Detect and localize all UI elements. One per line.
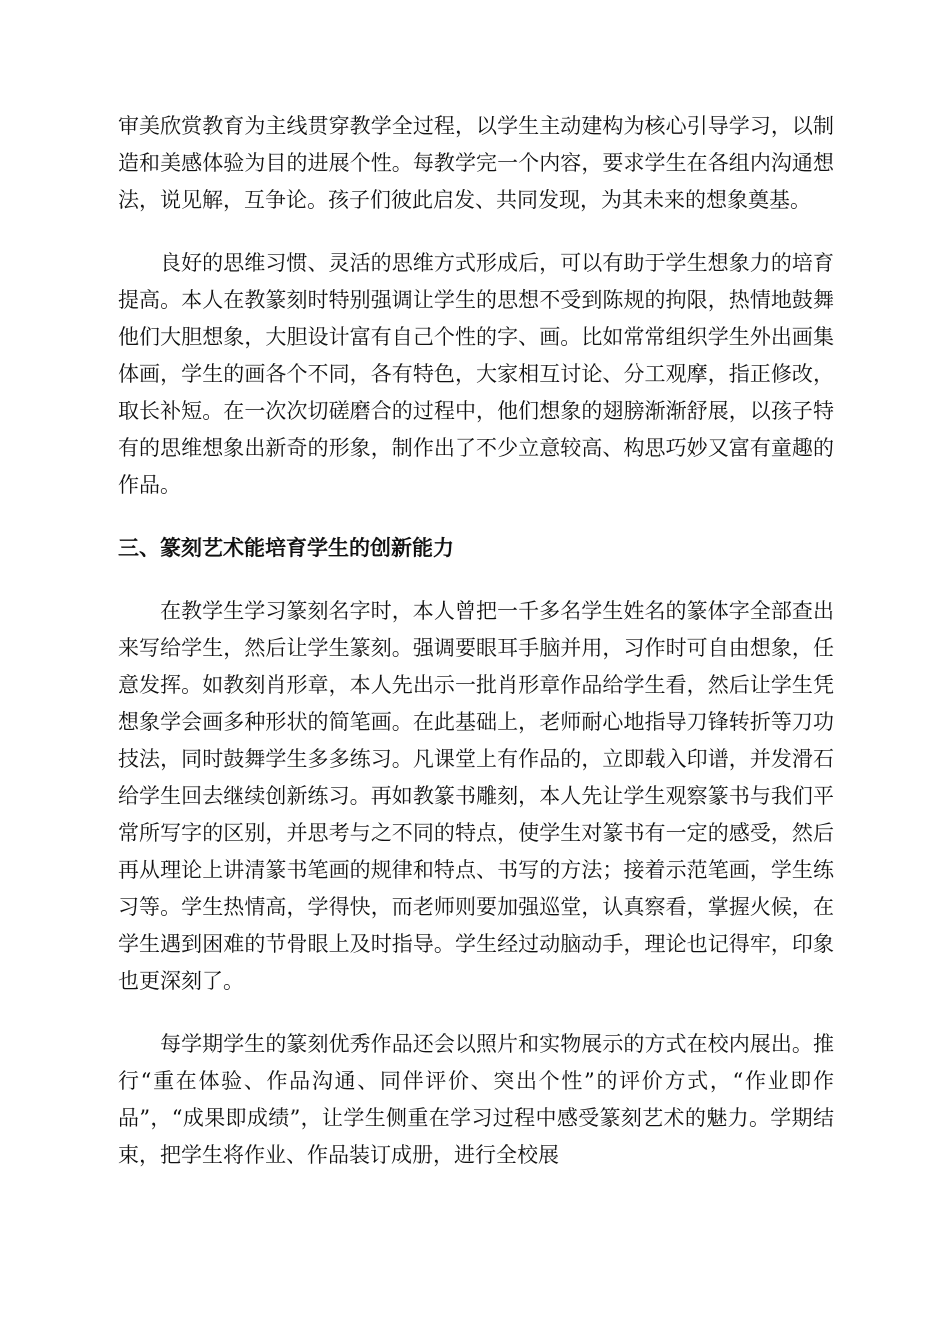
paragraph-spacer [118,567,834,593]
paragraph-works-exhibition: 每学期学生的篆刻优秀作品还会以照片和实物展示的方式在校内展出。推行“重在体验、作品沟通、同伴评价、突出个性”的评价方式，“作业即作品”，“成果即成绩”，让学生侧重在学习过程中感受篆刻艺术的魅力。学期结束，把学生将作业、作品装订成册，进行全校展 [118,1032,834,1167]
paragraph-teaching-seal-names: 在教学生学习篆刻名字时，本人曾把一千多名学生姓名的篆体字全部查出来写给学生，然后让学生篆刻。强调要眼耳手脑并用，习作时可自由想象，任意发挥。如教刻肖形章，本人先出示一批肖形章作品给学生看，然后让学生凭想象学会画多种形状的简笔画。在此基础上，老师耐心地指导刀锋转折等刀功技法，同时鼓舞学生多多练习。凡课堂上有作品的，立即载入印谱，并发滑石给学生回去继续创新练习。再如教篆书雕刻，本人先让学生观察篆书与我们平常所写字的区别，并思考与之不同的特点，使学生对篆书有一定的感受，然后再从理论上讲清篆书笔画的规律和特点、书写的方法；接着示范笔画，学生练习等。学生热情高，学得快，而老师则要加强巡堂，认真察看，掌握火候，在学生遇到困难的节骨眼上及时指导。学生经过动脑动手，理论也记得牢，印象也更深刻了。 [118,599,834,993]
section-heading-three: 三、篆刻艺术能培育学生的创新能力 [118,536,454,560]
paragraph-spacer [118,504,834,530]
document-page [118,108,834,1174]
paragraph-spacer [118,219,834,245]
paragraph-thinking-habits: 良好的思维习惯、灵活的思维方式形成后，可以有助于学生想象力的培育提高。本人在教篆刻时特别强调让学生的思想不受到陈规的拘限，热情地鼓舞他们大胆想象，大胆设计富有自己个性的字、画。比如常常组织学生外出画集体画，学生的画各个不同，各有特色，大家相互讨论、分工观摩，指正修改，取长补短。在一次次切磋磨合的过程中，他们想象的翅膀渐渐舒展，以孩子特有的思维想象出新奇的形象，制作出了不少立意较高、构思巧妙又富有童趣的作品。 [118,251,834,497]
paragraph-aesthetic-education: 审美欣赏教育为主线贯穿教学全过程，以学生主动建构为核心引导学习，以制造和美感体验为目的进展个性。每教学完一个内容，要求学生在各组内沟通想法，说见解，互争论。孩子们彼此启发、共同发现，为其未来的想象奠基。 [118,114,834,212]
paragraph-spacer [118,1000,834,1026]
